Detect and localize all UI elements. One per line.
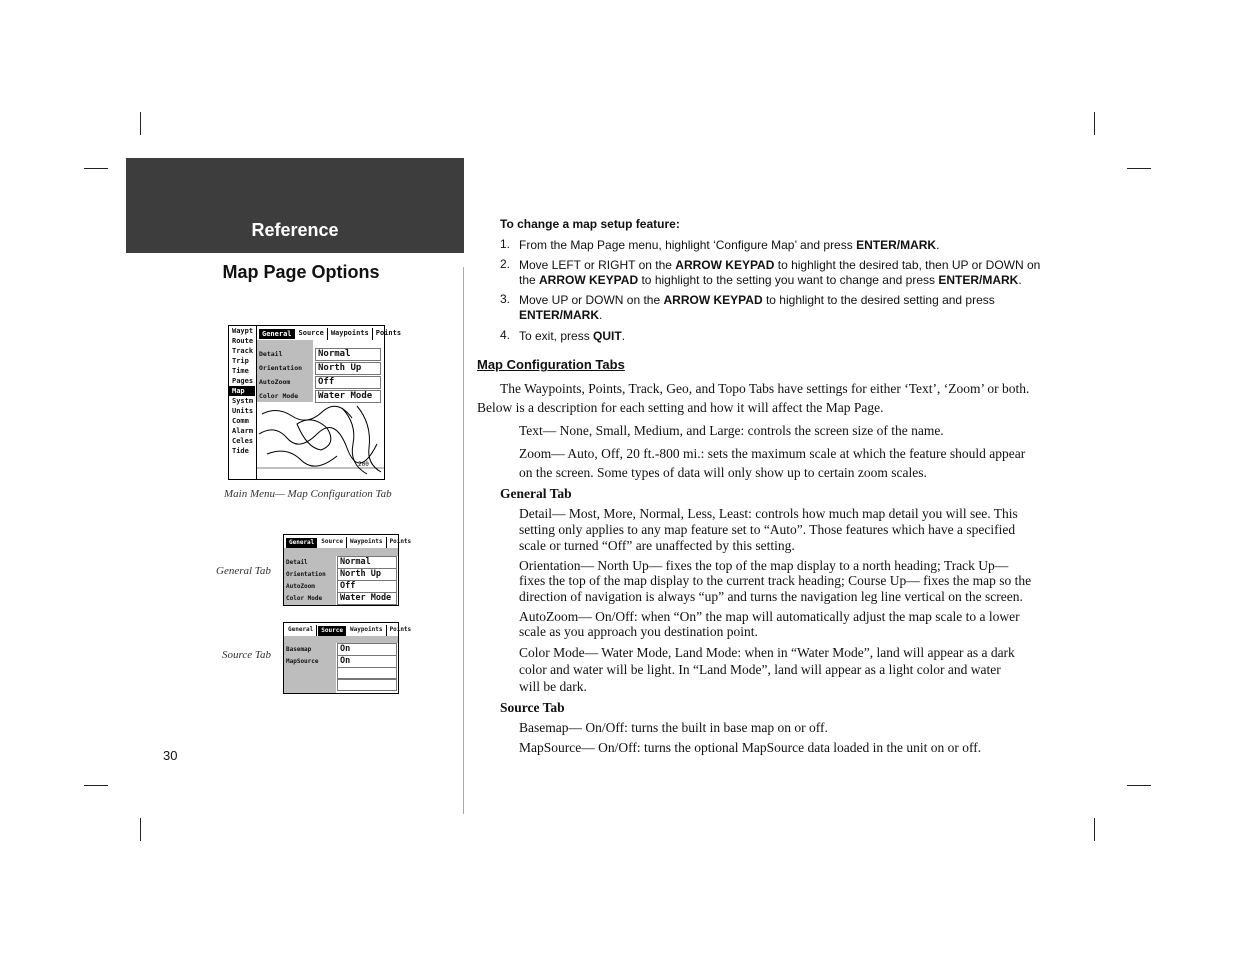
- setting-label: Detail: [259, 350, 283, 358]
- config-heading: Map Configuration Tabs: [477, 357, 625, 372]
- menu-item: Waypt: [232, 327, 254, 335]
- map-scale-label: 200: [358, 461, 369, 468]
- source-tab-screen: [283, 622, 412, 694]
- setting-value: Off: [315, 376, 381, 389]
- setting-label: AutoZoom: [259, 378, 291, 386]
- setting-label: AutoZoom: [286, 583, 315, 590]
- tab-waypoints: Waypoints: [347, 625, 387, 637]
- setting-value: North Up: [337, 568, 397, 581]
- procedure-step: Move LEFT or RIGHT on the ARROW KEYPAD to highlight the desired tab, then UP or DOWN on: [519, 258, 1041, 272]
- setting-label: Color Mode: [259, 392, 299, 400]
- menu-item: Alarm: [232, 427, 254, 435]
- figure-caption: General Tab: [216, 565, 271, 577]
- setting-label: Basemap: [286, 646, 312, 653]
- tab-source: Source: [317, 625, 347, 637]
- page-subtitle: Map Page Options: [222, 262, 380, 282]
- menu-item: Pages: [232, 377, 254, 385]
- general-tab-line: scale as you approach you destination point.: [519, 624, 758, 639]
- setting-label: Color Mode: [286, 595, 323, 602]
- setting-value: On: [337, 655, 397, 668]
- crop-mark: [1127, 785, 1151, 786]
- source-tab-line: Basemap— On/Off: turns the built in base map on or off.: [519, 720, 828, 735]
- main-menu-screen: [228, 325, 402, 480]
- procedure-step-cont: the ARROW KEYPAD to highlight to the setting you want to change and press ENTER/MARK.: [519, 273, 1022, 287]
- setting-label: Orientation: [259, 364, 303, 372]
- crop-mark: [1094, 818, 1095, 841]
- main-menu-list: [229, 326, 255, 456]
- tab-points: Points: [375, 329, 402, 337]
- general-tab-line: fixes the top of the map display to the current track heading; Course Up— fixes the map so the: [519, 573, 1032, 588]
- menu-item: Systm: [232, 397, 254, 405]
- screen-grey-area: [284, 636, 398, 643]
- screen-grey-area: [284, 548, 398, 556]
- crop-mark: [140, 818, 141, 841]
- general-tab-line: Detail— Most, More, Normal, Less, Least: controls how much map detail you will see. This: [519, 506, 1018, 521]
- menu-item: Tide: [232, 447, 249, 455]
- figure-caption: Main Menu— Map Configuration Tab: [224, 488, 392, 500]
- setting-value: Off: [337, 580, 397, 593]
- step-number: 1.: [500, 237, 511, 251]
- column-divider: [463, 267, 464, 814]
- general-tab-line: color and water will be light. In “Land Mode”, land will appear as a light color and water: [519, 662, 1001, 677]
- menu-item: Units: [232, 407, 254, 415]
- tab-general: General: [258, 328, 296, 340]
- general-tab-heading: General Tab: [500, 486, 572, 501]
- empty-value-row: [337, 667, 397, 679]
- general-tab-line: Orientation— North Up— fixes the top of the map display to a north heading; Track Up—: [519, 558, 1009, 573]
- menu-item: Time: [232, 367, 249, 375]
- step-number: 4.: [500, 328, 511, 342]
- menu-item: Celes: [232, 437, 254, 445]
- crop-mark: [140, 112, 141, 135]
- setting-label: Orientation: [286, 571, 326, 578]
- config-intro: Below is a description for each setting and how it will affect the Map Page.: [477, 400, 884, 415]
- general-tab-line: AutoZoom— On/Off: when “On” the map will automatically adjust the map scale to a lower: [519, 609, 1020, 624]
- tab-waypoints: Waypoints: [347, 537, 387, 549]
- setting-value: Water Mode: [315, 390, 381, 403]
- source-tab-heading: Source Tab: [500, 700, 565, 715]
- zoom-setting-desc: on the screen. Some types of data will only show up to certain zoom scales.: [519, 465, 927, 480]
- menu-item: Comm: [232, 417, 249, 425]
- setting-value: North Up: [315, 362, 381, 375]
- step-number: 3.: [500, 292, 511, 306]
- general-tab-line: direction of navigation is always “up” and turns the navigation leg line vertical on the screen.: [519, 589, 1023, 604]
- procedure-step: Move UP or DOWN on the ARROW KEYPAD to highlight to the desired setting and press: [519, 293, 995, 307]
- setting-label: MapSource: [286, 658, 319, 665]
- config-intro: The Waypoints, Points, Track, Geo, and Topo Tabs have settings for either ‘Text’, ‘Zoom’ or both.: [500, 381, 1030, 396]
- setting-value: Normal: [337, 556, 397, 569]
- procedure-step: From the Map Page menu, highlight ‘Configure Map’ and press ENTER/MARK.: [519, 238, 940, 252]
- text-setting-desc: Text— None, Small, Medium, and Large: controls the screen size of the name.: [519, 423, 944, 438]
- source-tab-line: MapSource— On/Off: turns the optional MapSource data loaded in the unit on or off.: [519, 740, 982, 755]
- empty-value-row: [337, 679, 397, 691]
- general-tab-screen: [283, 534, 412, 606]
- setting-value: On: [337, 643, 397, 656]
- setting-value: Normal: [315, 348, 381, 361]
- general-tab-line: Color Mode— Water Mode, Land Mode: when in “Water Mode”, land will appear as a dark: [519, 645, 1015, 660]
- crop-mark: [84, 785, 108, 786]
- procedure-heading: To change a map setup feature:: [500, 217, 680, 231]
- tab-source: Source: [296, 328, 328, 340]
- menu-item: Track: [232, 347, 254, 355]
- tab-points: Points: [389, 538, 412, 545]
- general-tab-line: will be dark.: [519, 679, 587, 694]
- general-tab-line: setting only applies to any map feature set to “Auto”. Those features which have a specified: [519, 522, 1016, 537]
- tab-waypoints: Waypoints: [328, 328, 373, 340]
- figure-caption: Source Tab: [222, 649, 271, 661]
- setting-label: Detail: [286, 559, 308, 566]
- page-number: 30: [163, 748, 178, 763]
- menu-item: Trip: [232, 357, 249, 365]
- map-contour-preview: [257, 404, 384, 478]
- tab-points: Points: [389, 626, 412, 633]
- crop-mark: [1094, 112, 1095, 135]
- tab-general: General: [285, 537, 318, 549]
- tab-general: General: [285, 625, 317, 637]
- tab-source: Source: [318, 537, 347, 549]
- general-tab-line: scale or turned “Off” are unaffected by this setting.: [519, 538, 795, 553]
- crop-mark: [1127, 168, 1151, 169]
- procedure-step-cont: ENTER/MARK.: [519, 308, 603, 322]
- menu-item: Route: [232, 337, 254, 345]
- setting-value: Water Mode: [337, 592, 397, 605]
- menu-item-selected: Map: [229, 386, 255, 396]
- crop-mark: [84, 168, 108, 169]
- zoom-setting-desc: Zoom— Auto, Off, 20 ft.-800 mi.: sets the maximum scale at which the feature should appear: [519, 446, 1026, 461]
- step-number: 2.: [500, 257, 511, 271]
- procedure-step: To exit, press QUIT.: [519, 329, 626, 343]
- section-title: Reference: [251, 220, 339, 240]
